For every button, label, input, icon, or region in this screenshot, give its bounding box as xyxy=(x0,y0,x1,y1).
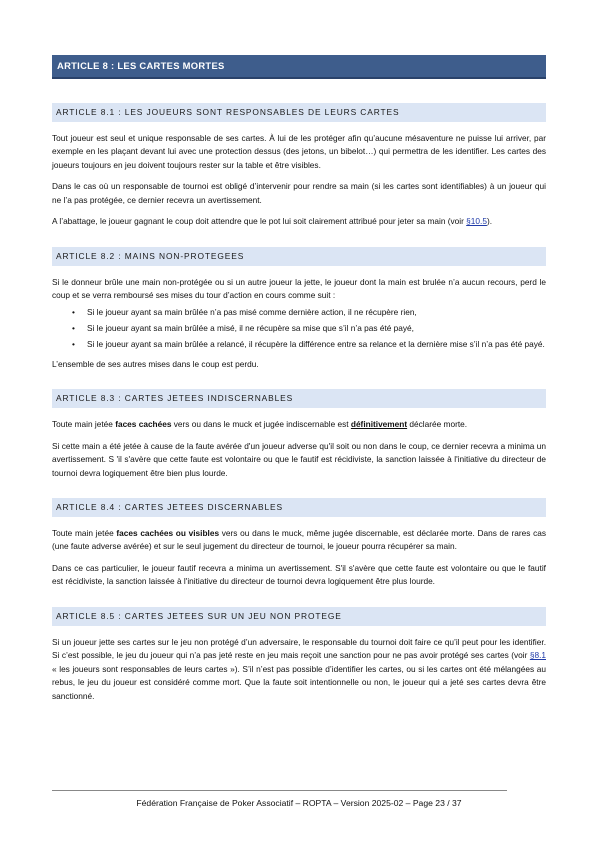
text: Toute main jetée xyxy=(52,528,117,538)
list-item-text: Si le joueur ayant sa main brûlée a relancé, il récupère la différence entre sa relance et la dernière mise s’il n’a pas été payé. xyxy=(87,339,545,350)
page-footer: Fédération Française de Poker Associatif – ROPTA – Version 2025-02 – Page 23 / 37 xyxy=(136,798,462,808)
bullet-icon: • xyxy=(72,339,75,350)
text: « les joueurs sont responsables de leurs cartes »). S’il n’est pas possible d’identifier les cartes, ou si les cartes ont été mélangées au rebus, le jeu du joueur est considéré comme mort. Que la faute soit intentionnelle ou non, le joueur qui a jeté ses cartes devra être sanctionné. xyxy=(52,663,546,701)
paragraph: Si le donneur brûle une main non-protégée ou si un autre joueur la jette, le joueur dont la main est brulée n’a aucun recours, perd le coup et se verra remboursé ses mises du tour d’action en cours comme suit : xyxy=(52,276,546,301)
paragraph: L’ensemble de ses autres mises dans le coup est perdu. xyxy=(52,358,259,369)
section-8-3 xyxy=(52,389,546,480)
text: Toute main jetée xyxy=(52,419,116,430)
list-item xyxy=(72,322,546,335)
bold-underlined-text: définitivement xyxy=(350,419,408,430)
list-item-text: Si le joueur ayant sa main brûlée a misé, il ne récupère sa mise que s’il n’a pas été payé, xyxy=(87,322,414,333)
paragraph: Tout joueur est seul et unique responsable de ses cartes. À lui de les protéger afin qu’aucune mésaventure ne puisse lui arriver, par exemple en les plaçant devant lui avec une protection dessus (des jetons, un bibelot…) qui permettra de les identifier. Les cartes des joueurs toujours en jeu doivent toujours rester sur la table et être visibles. xyxy=(52,133,546,170)
link-8-1[interactable]: §8.1 xyxy=(529,650,546,661)
section-heading: ARTICLE 8.2 : MAINS NON-PROTEGEES xyxy=(52,247,546,266)
bullet-icon: • xyxy=(72,306,75,317)
text: ). xyxy=(486,216,493,227)
paragraph xyxy=(52,215,546,228)
section-8-1 xyxy=(52,103,546,229)
section-8-5 xyxy=(52,607,546,703)
section-8-2 xyxy=(52,247,546,372)
list-item-text: Si le joueur ayant sa main brûlée n’a pas misé comme dernière action, il ne récupère rien, xyxy=(87,306,417,317)
paragraph: Dans ce cas particulier, le joueur fautif recevra a minima un avertissement. S'il s'avère que cette faute est volontaire ou que le fautif est récidiviste, la sanction laissée à l'initiative du directeur de tournoi devra logiquement être plus lourde. xyxy=(52,562,546,587)
paragraph: Si cette main a été jetée à cause de la faute avérée d'un joueur adverse qu'il soit ou non dans le coup, ce dernier recevra a minima un avertissement. S 'il s'avère que cette faute est volontaire ou que le fautif est récidiviste, la sanction laissée à l'initiative du directeur de tournoi devra logiquement être bien plus lourde. xyxy=(52,440,546,478)
paragraph: Dans le cas où un responsable de tournoi est obligé d’intervenir pour rendre sa main (si les cartes sont identifiables) à un joueur qui ne l’a pas protégée, ce dernier recevra un avertissement. xyxy=(52,181,546,205)
text: déclarée morte. xyxy=(407,419,468,430)
bullet-list xyxy=(52,306,546,352)
paragraph xyxy=(52,636,546,703)
section-heading: ARTICLE 8.3 : CARTES JETEES INDISCERNABLES xyxy=(52,389,546,408)
paragraph xyxy=(52,527,546,554)
section-8-4 xyxy=(52,498,546,589)
list-item xyxy=(72,338,546,351)
text: A l’abattage, le joueur gagnant le coup doit attendre que le pot lui soit clairement attribué pour jeter sa main (voir xyxy=(52,216,467,227)
bullet-icon: • xyxy=(72,322,75,333)
section-heading: ARTICLE 8.4 : CARTES JETEES DISCERNABLES xyxy=(52,498,546,517)
bold-text: faces cachées ou visibles xyxy=(116,528,220,538)
footer-divider xyxy=(52,790,507,791)
link-10-5[interactable]: §10.5 xyxy=(466,216,487,227)
section-heading: ARTICLE 8.5 : CARTES JETEES SUR UN JEU NON PROTEGE xyxy=(52,607,546,626)
bold-text: faces cachées xyxy=(115,419,172,430)
text: Si un joueur jette ses cartes sur le jeu non protégé d’un adversaire, le responsable du tournoi doit faire ce qu’il peut pour les identifier. Si c’est possible, le jeu du joueur qui n’a pas jeté reste en jeu mais reçoit une sanction pour ne pas avoir protégé ses cartes (voir xyxy=(52,636,546,661)
section-heading: ARTICLE 8.1 : LES JOUEURS SONT RESPONSABLES DE LEURS CARTES xyxy=(52,103,546,122)
paragraph xyxy=(52,418,546,431)
text: vers ou dans le muck et jugée indiscernable est xyxy=(171,419,351,430)
list-item xyxy=(72,306,546,319)
article-title: ARTICLE 8 : LES CARTES MORTES xyxy=(52,55,546,79)
text: vers ou dans le muck, même jugée discernable, est déclarée morte. Dans de rares cas (une faute adverse avérée) et sur le seul jugement du directeur de tournoi, le joueur pourra récupérer sa main. xyxy=(52,528,547,552)
document-page xyxy=(52,55,546,703)
